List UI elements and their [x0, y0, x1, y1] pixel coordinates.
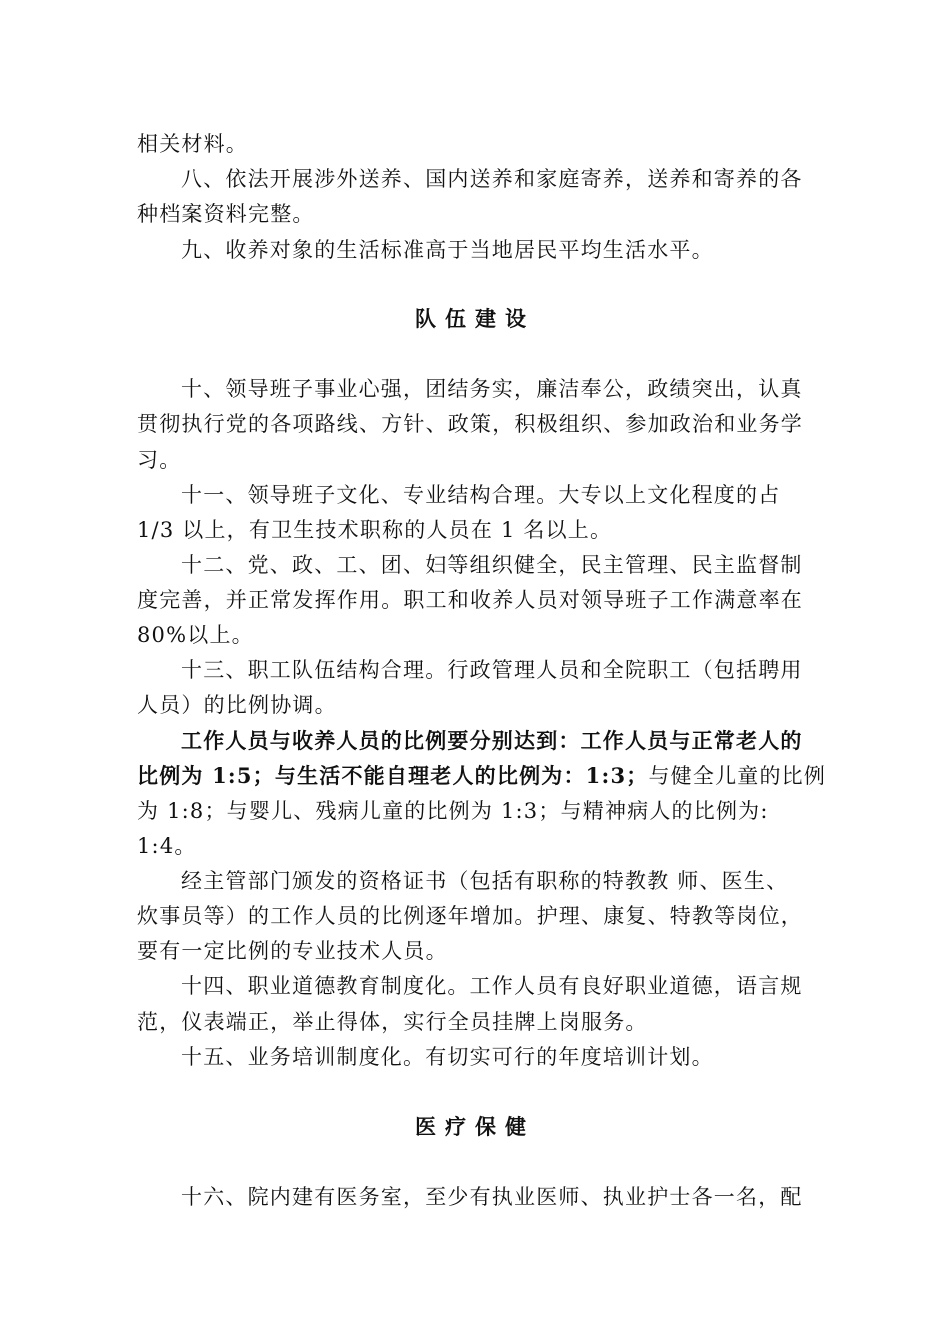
text-line: 十六、院内建有医务室，至少有执业医师、执业护士各一名，配 — [181, 1185, 803, 1209]
text-line: 范，仪表端正，举止得体，实行全员挂牌上岗服务。 — [137, 1010, 648, 1034]
bold-text-line: 工作人员与收养人员的比例要分别达到：工作人员与正常老人的 — [181, 728, 803, 753]
text-line: 十、领导班子事业心强，团结务实，廉洁奉公，政绩突出，认真 — [181, 377, 803, 401]
text-line: 炊事员等）的工作人员的比例逐年增加。护理、康复、特教等岗位， — [137, 904, 803, 928]
text-line: 十三、职工队伍结构合理。行政管理人员和全院职工（包括聘用 — [181, 658, 803, 682]
text-line: 相关材料。 — [137, 132, 248, 156]
section-heading: 队伍建设 — [415, 306, 535, 331]
text-line: 十一、领导班子文化、专业结构合理。大专以上文化程度的占 — [181, 483, 781, 507]
text-line: 人员）的比例协调。 — [137, 693, 337, 717]
text-span: 与健全儿童的比例 — [648, 764, 827, 788]
text-line: 贯彻执行党的各项路线、方针、政策，积极组织、参加政治和业务学 — [137, 412, 803, 436]
text-line: 十五、业务培训制度化。有切实可行的年度培训计划。 — [181, 1045, 714, 1069]
text-line: 八、依法开展涉外送养、国内送养和家庭寄养，送养和寄养的各 — [181, 167, 803, 191]
bold-text-span: 比例为 1:5；与生活不能自理老人的比例为：1:3； — [137, 763, 649, 788]
text-line: 习。 — [137, 448, 182, 472]
text-line: 80%以上。 — [137, 623, 254, 647]
text-line: 经主管部门颁发的资格证书（包括有职称的特教教 师、医生、 — [181, 869, 789, 893]
section-heading: 医疗保健 — [415, 1114, 535, 1139]
text-line: 1:4。 — [137, 834, 197, 858]
text-line: 十二、党、政、工、团、妇等组织健全，民主管理、民主监督制 — [181, 553, 803, 577]
text-line: 种档案资料完整。 — [137, 202, 315, 226]
text-line: 为 1:8；与婴儿、残病儿童的比例为 1:3；与精神病人的比例为: — [137, 799, 769, 823]
text-line: 十四、职业道德教育制度化。工作人员有良好职业道德，语言规 — [181, 974, 803, 998]
text-line: 度完善，并正常发挥作用。职工和收养人员对领导班子工作满意率在 — [137, 588, 803, 612]
text-line: 1/3 以上，有卫生技术职称的人员在 1 名以上。 — [137, 518, 613, 542]
text-line: 九、收养对象的生活标准高于当地居民平均生活水平。 — [181, 238, 714, 262]
mixed-text-line — [137, 763, 827, 789]
text-line: 要有一定比例的专业技术人员。 — [137, 939, 448, 963]
